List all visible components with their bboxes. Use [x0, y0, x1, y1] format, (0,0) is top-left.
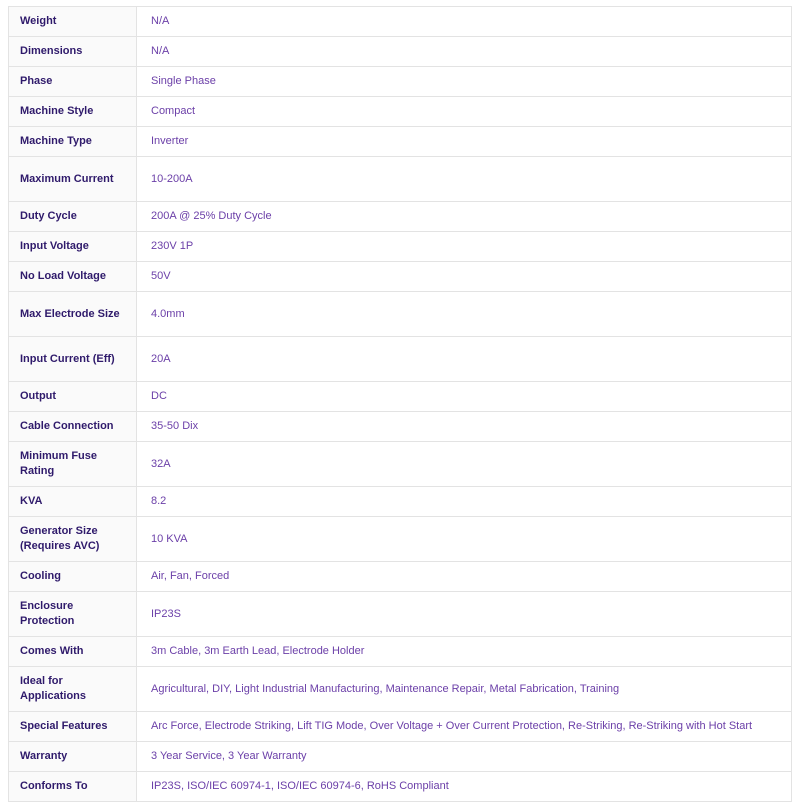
spec-row-weight — [9, 7, 792, 37]
spec-row-comes-with — [9, 637, 792, 667]
spec-value: 10-200A — [137, 157, 792, 202]
spec-label: Output — [9, 382, 137, 412]
spec-row-warranty — [9, 742, 792, 772]
spec-row-input-current — [9, 337, 792, 382]
spec-row-no-load-voltage — [9, 262, 792, 292]
spec-value: 200A @ 25% Duty Cycle — [137, 202, 792, 232]
specifications-table — [8, 6, 792, 802]
spec-label: Enclosure Protection — [9, 592, 137, 637]
spec-value: Arc Force, Electrode Striking, Lift TIG Mode, Over Voltage + Over Current Protection, Re-Striking, Re-Striking with Hot Start — [137, 712, 792, 742]
spec-label: Cooling — [9, 562, 137, 592]
spec-value: 20A — [137, 337, 792, 382]
spec-row-maximum-current — [9, 157, 792, 202]
spec-row-duty-cycle — [9, 202, 792, 232]
spec-value: IP23S, ISO/IEC 60974-1, ISO/IEC 60974-6, RoHS Compliant — [137, 772, 792, 802]
spec-row-input-voltage — [9, 232, 792, 262]
spec-value: 3 Year Service, 3 Year Warranty — [137, 742, 792, 772]
spec-value: 32A — [137, 442, 792, 487]
spec-value: 35-50 Dix — [137, 412, 792, 442]
spec-label: Special Features — [9, 712, 137, 742]
spec-value: Single Phase — [137, 67, 792, 97]
spec-label: Warranty — [9, 742, 137, 772]
spec-label: KVA — [9, 487, 137, 517]
spec-row-special-features — [9, 712, 792, 742]
spec-label: Ideal for Applications — [9, 667, 137, 712]
spec-value: 230V 1P — [137, 232, 792, 262]
spec-label: Machine Type — [9, 127, 137, 157]
spec-row-phase — [9, 67, 792, 97]
spec-row-dimensions — [9, 37, 792, 67]
spec-value: DC — [137, 382, 792, 412]
spec-row-machine-type — [9, 127, 792, 157]
spec-label: Cable Connection — [9, 412, 137, 442]
spec-label: Comes With — [9, 637, 137, 667]
spec-value: 4.0mm — [137, 292, 792, 337]
spec-row-ideal-for-applications — [9, 667, 792, 712]
spec-label: Generator Size (Requires AVC) — [9, 517, 137, 562]
spec-label: Machine Style — [9, 97, 137, 127]
spec-row-generator-size — [9, 517, 792, 562]
spec-value: N/A — [137, 37, 792, 67]
spec-row-cooling — [9, 562, 792, 592]
spec-value: Air, Fan, Forced — [137, 562, 792, 592]
spec-row-max-electrode-size — [9, 292, 792, 337]
spec-value: 8.2 — [137, 487, 792, 517]
spec-label: Minimum Fuse Rating — [9, 442, 137, 487]
spec-label: Phase — [9, 67, 137, 97]
spec-label: Input Current (Eff) — [9, 337, 137, 382]
spec-row-conforms-to — [9, 772, 792, 802]
spec-value: N/A — [137, 7, 792, 37]
spec-value: Inverter — [137, 127, 792, 157]
spec-value: IP23S — [137, 592, 792, 637]
spec-label: Duty Cycle — [9, 202, 137, 232]
spec-value: 50V — [137, 262, 792, 292]
spec-value: Compact — [137, 97, 792, 127]
spec-label: Input Voltage — [9, 232, 137, 262]
spec-label: No Load Voltage — [9, 262, 137, 292]
spec-label: Dimensions — [9, 37, 137, 67]
spec-label: Weight — [9, 7, 137, 37]
spec-row-cable-connection — [9, 412, 792, 442]
spec-label: Maximum Current — [9, 157, 137, 202]
spec-row-enclosure-protection — [9, 592, 792, 637]
spec-value: 10 KVA — [137, 517, 792, 562]
spec-label: Max Electrode Size — [9, 292, 137, 337]
spec-row-minimum-fuse-rating — [9, 442, 792, 487]
spec-row-output — [9, 382, 792, 412]
spec-row-kva — [9, 487, 792, 517]
spec-row-machine-style — [9, 97, 792, 127]
spec-label: Conforms To — [9, 772, 137, 802]
spec-value: Agricultural, DIY, Light Industrial Manufacturing, Maintenance Repair, Metal Fabrication, Training — [137, 667, 792, 712]
spec-value: 3m Cable, 3m Earth Lead, Electrode Holder — [137, 637, 792, 667]
